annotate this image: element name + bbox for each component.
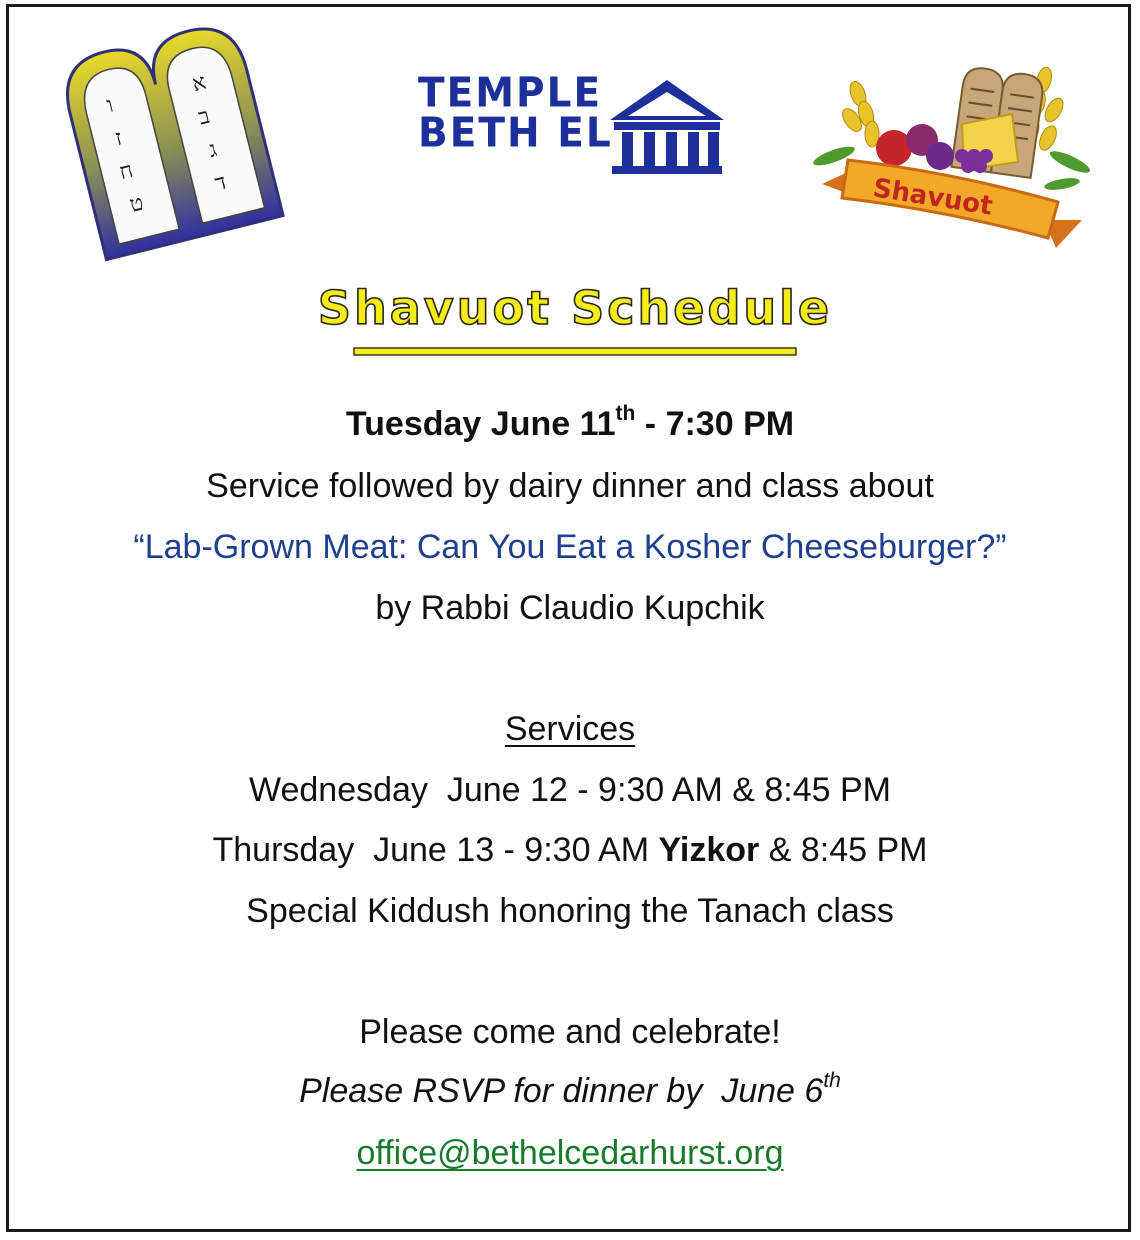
service-thursday <box>10 830 1130 870</box>
svg-text:ג: ג <box>206 137 220 164</box>
contact-email-link[interactable]: office@bethelcedarhurst.org <box>356 1134 784 1172</box>
kiddush-note: Special Kiddush honoring the Tanach class <box>246 892 894 930</box>
event-date: Tuesday June 11 <box>345 405 616 443</box>
talk-title: “Lab-Grown Meat: Can You Eat a Kosher Cheeseburger?” <box>133 528 1007 566</box>
yizkor-label: Yizkor <box>658 831 760 869</box>
rsvp-date-suffix: th <box>823 1068 841 1092</box>
event-description: Service followed by dairy dinner and class about <box>206 467 934 505</box>
page-title-text: Shavuot Schedule <box>317 281 833 335</box>
logo-line-temple: TEMPLE <box>418 69 603 118</box>
temple-beth-el-logo <box>418 69 728 186</box>
event-time: - 7:30 PM <box>635 405 795 443</box>
logo-line-beth-el: BETH EL <box>418 109 613 158</box>
svg-text:ו: ו <box>104 92 116 119</box>
temple-building-icon <box>608 78 726 174</box>
service-thursday-time: Thursday June 13 - 9:30 AM <box>212 831 659 869</box>
contact-email-row <box>10 1133 1130 1173</box>
services-heading <box>10 709 1130 749</box>
svg-text:א: א <box>189 69 209 98</box>
event-date-suffix: th <box>615 401 636 425</box>
service-wednesday: Wednesday June 12 - 9:30 AM & 8:45 PM <box>249 771 891 809</box>
rsvp-note <box>10 1068 1130 1111</box>
svg-text:ד: ד <box>212 169 229 197</box>
shavuot-harvest-icon <box>812 52 1092 247</box>
ten-commandments-tablets-icon <box>58 20 288 265</box>
service-thursday-evening: & 8:45 PM <box>759 831 928 869</box>
shavuot-banner-text: Shavuot <box>870 173 995 222</box>
svg-text:ב: ב <box>196 103 213 131</box>
svg-text:ז: ז <box>112 125 125 152</box>
services-heading-text: Services <box>504 710 636 748</box>
speaker: by Rabbi Claudio Kupchik <box>375 589 765 627</box>
page-title <box>317 276 833 362</box>
invite-text: Please come and celebrate! <box>359 1013 781 1051</box>
rsvp-text: Please RSVP for dinner by June 6 <box>299 1072 824 1110</box>
svg-text:ט: ט <box>127 190 147 218</box>
svg-text:ח: ח <box>116 157 136 186</box>
event-heading <box>10 401 1130 444</box>
